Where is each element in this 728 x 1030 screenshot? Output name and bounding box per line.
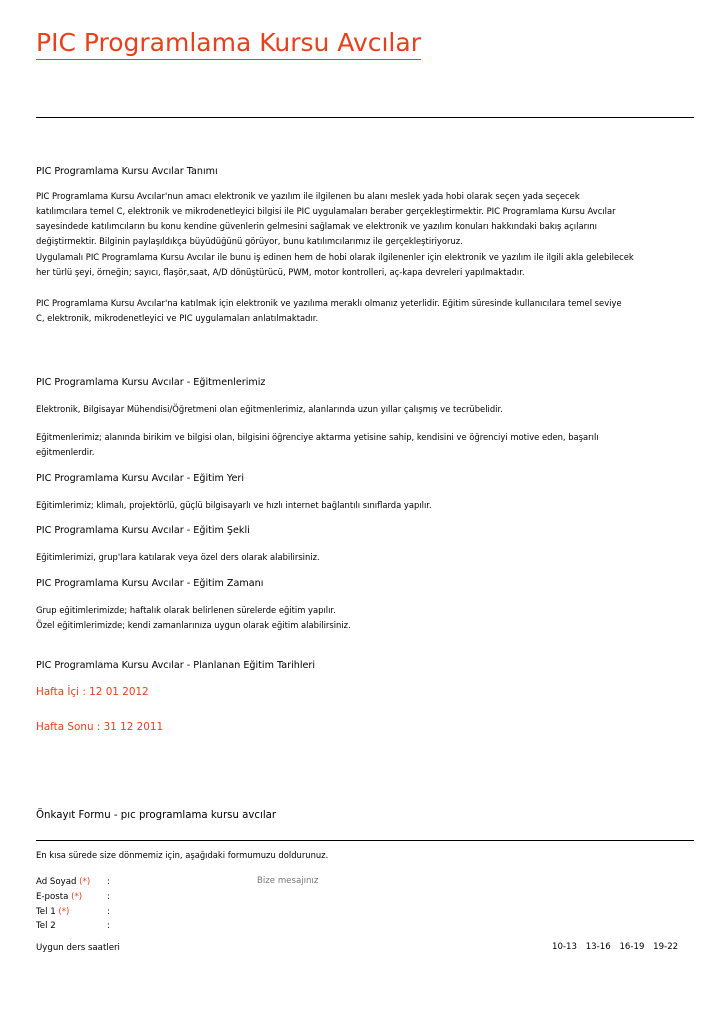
text-line: eğitmenlerdir.	[36, 447, 95, 457]
tel1-field[interactable]	[36, 906, 236, 919]
time-option-19-22[interactable]: 19-22	[653, 942, 679, 952]
section-heading-tarih: PIC Programlama Kursu Avcılar - Planlanan Eğitim Tarihleri	[36, 660, 315, 671]
section-heading-sekil: PIC Programlama Kursu Avcılar - Eğitim Şekli	[36, 525, 250, 536]
form-heading: Önkayıt Formu - pıc programlama kursu avcılar	[36, 810, 277, 821]
tel1-label: Tel 1	[36, 907, 56, 917]
field-colon: :	[107, 892, 110, 902]
time-option-16-19[interactable]: 16-19	[619, 942, 645, 952]
text-line: her türlü şeyi, örneğin; sayıcı, flaşör,saat, A/D dönüştürücü, PWM, motor kontrolleri, aç-kapa devreleri yapılmaktadır.	[36, 267, 525, 277]
field-colon: :	[107, 877, 110, 887]
times-label: Uygun ders saatleri	[36, 943, 120, 953]
message-textarea[interactable]: Bize mesajınız	[257, 876, 319, 886]
yer-paragraph	[36, 498, 696, 513]
field-colon: :	[107, 907, 110, 917]
form-intro	[36, 848, 696, 863]
text-line: Elektronik, Bilgisayar Mühendisi/Öğretmeni olan eğitmenlerimiz, alanlarında uzun yıllar çalışmış ve tecrübelidir.	[36, 404, 503, 414]
email-field[interactable]	[36, 891, 236, 904]
tanim-paragraph-1	[36, 189, 696, 249]
zaman-paragraph	[36, 603, 696, 633]
tel2-field[interactable]	[36, 920, 236, 933]
required-mark: (*)	[71, 892, 83, 902]
time-option-13-16[interactable]: 13-16	[585, 942, 611, 952]
section-heading-zaman: PIC Programlama Kursu Avcılar - Eğitim Zamanı	[36, 578, 264, 589]
hafta-ici-date: Hafta İçi : 12 01 2012	[36, 686, 149, 698]
text-line: Eğitmenlerimiz; alanında birikim ve bilgisi olan, bilgisini öğrenciye aktarma yetisine sahip, kendisini ve öğrenciyi motive eden, başarılı	[36, 432, 599, 442]
tanim-paragraph-3	[36, 296, 696, 326]
text-line: Grup eğitimlerimizde; haftalık olarak belirlenen sürelerde eğitim yapılır.	[36, 605, 336, 615]
sekil-paragraph	[36, 550, 696, 565]
email-label: E-posta	[36, 892, 69, 902]
required-mark: (*)	[79, 877, 91, 887]
text-line: katılımcılara temel C, elektronik ve mikrodenetleyici bilgisi ile PIC uygulamaları beraber gerçekleştirmektir. PIC Programlama Kursu Avcılar	[36, 206, 616, 216]
field-colon: :	[107, 921, 110, 931]
name-label: Ad Soyad	[36, 877, 77, 887]
tanim-paragraph-2	[36, 250, 696, 280]
form-divider	[36, 840, 694, 841]
text-line: Eğitimlerimizi, grup'lara katılarak veya özel ders olarak alabilirsiniz.	[36, 552, 320, 562]
text-line: PIC Programlama Kursu Avcılar'nun amacı elektronik ve yazılım ile ilgilenen bu alanı meslek yada hobi olarak seçen yada seçecek	[36, 191, 580, 201]
text-line: PIC Programlama Kursu Avcılar'na katılmak için elektronik ve yazılıma meraklı olmanız yeterlidir. Eğitim süresinde kullanıcılara temel seviye	[36, 298, 622, 308]
egitmen-paragraph-1	[36, 402, 696, 417]
section-heading-egitmen: PIC Programlama Kursu Avcılar - Eğitmenlerimiz	[36, 377, 266, 388]
egitmen-paragraph-2	[36, 430, 696, 460]
times-options	[552, 942, 684, 952]
text-line: Uygulamalı PIC Programlama Kursu Avcılar ile bunu iş edinen hem de hobi olarak ilgilenenler için elektronik ve yazılım ile ilgili akla gelebilecek	[36, 252, 634, 262]
text-line: sayesindede katılımcıların bu konu kendine güvenlerin gelmesini sağlamak ve elektronik ve yazılım konuları hakkındaki bakış açılarını	[36, 221, 597, 231]
text-line: Özel eğitimlerimizde; kendi zamanlarınıza uygun olarak eğitim alabilirsiniz.	[36, 620, 351, 630]
text-line: değiştirmektir. Bilginin paylaşıldıkça büyüdüğünü görüyor, bunu katılımcılarımız ile gerçekleştiriyoruz.	[36, 236, 463, 246]
section-heading-yer: PIC Programlama Kursu Avcılar - Eğitim Yeri	[36, 473, 245, 484]
section-heading-tanim: PIC Programlama Kursu Avcılar Tanımı	[36, 166, 218, 177]
title-divider	[36, 117, 694, 118]
text-line: En kısa sürede size dönmemiz için, aşağıdaki formumuzu doldurunuz.	[36, 850, 329, 860]
name-field[interactable]	[36, 876, 236, 889]
text-line: C, elektronik, mikrodenetleyici ve PIC uygulamaları anlatılmaktadır.	[36, 313, 319, 323]
text-line: Eğitimlerimiz; klimalı, projektörlü, güçlü bilgisayarlı ve hızlı internet bağlantılı sınıflarda yapılır.	[36, 500, 432, 510]
time-option-10-13[interactable]: 10-13	[552, 942, 577, 952]
hafta-sonu-date: Hafta Sonu : 31 12 2011	[36, 721, 164, 733]
tel2-label: Tel 2	[36, 921, 56, 931]
page-title: PIC Programlama Kursu Avcılar	[36, 26, 421, 60]
required-mark: (*)	[58, 907, 70, 917]
